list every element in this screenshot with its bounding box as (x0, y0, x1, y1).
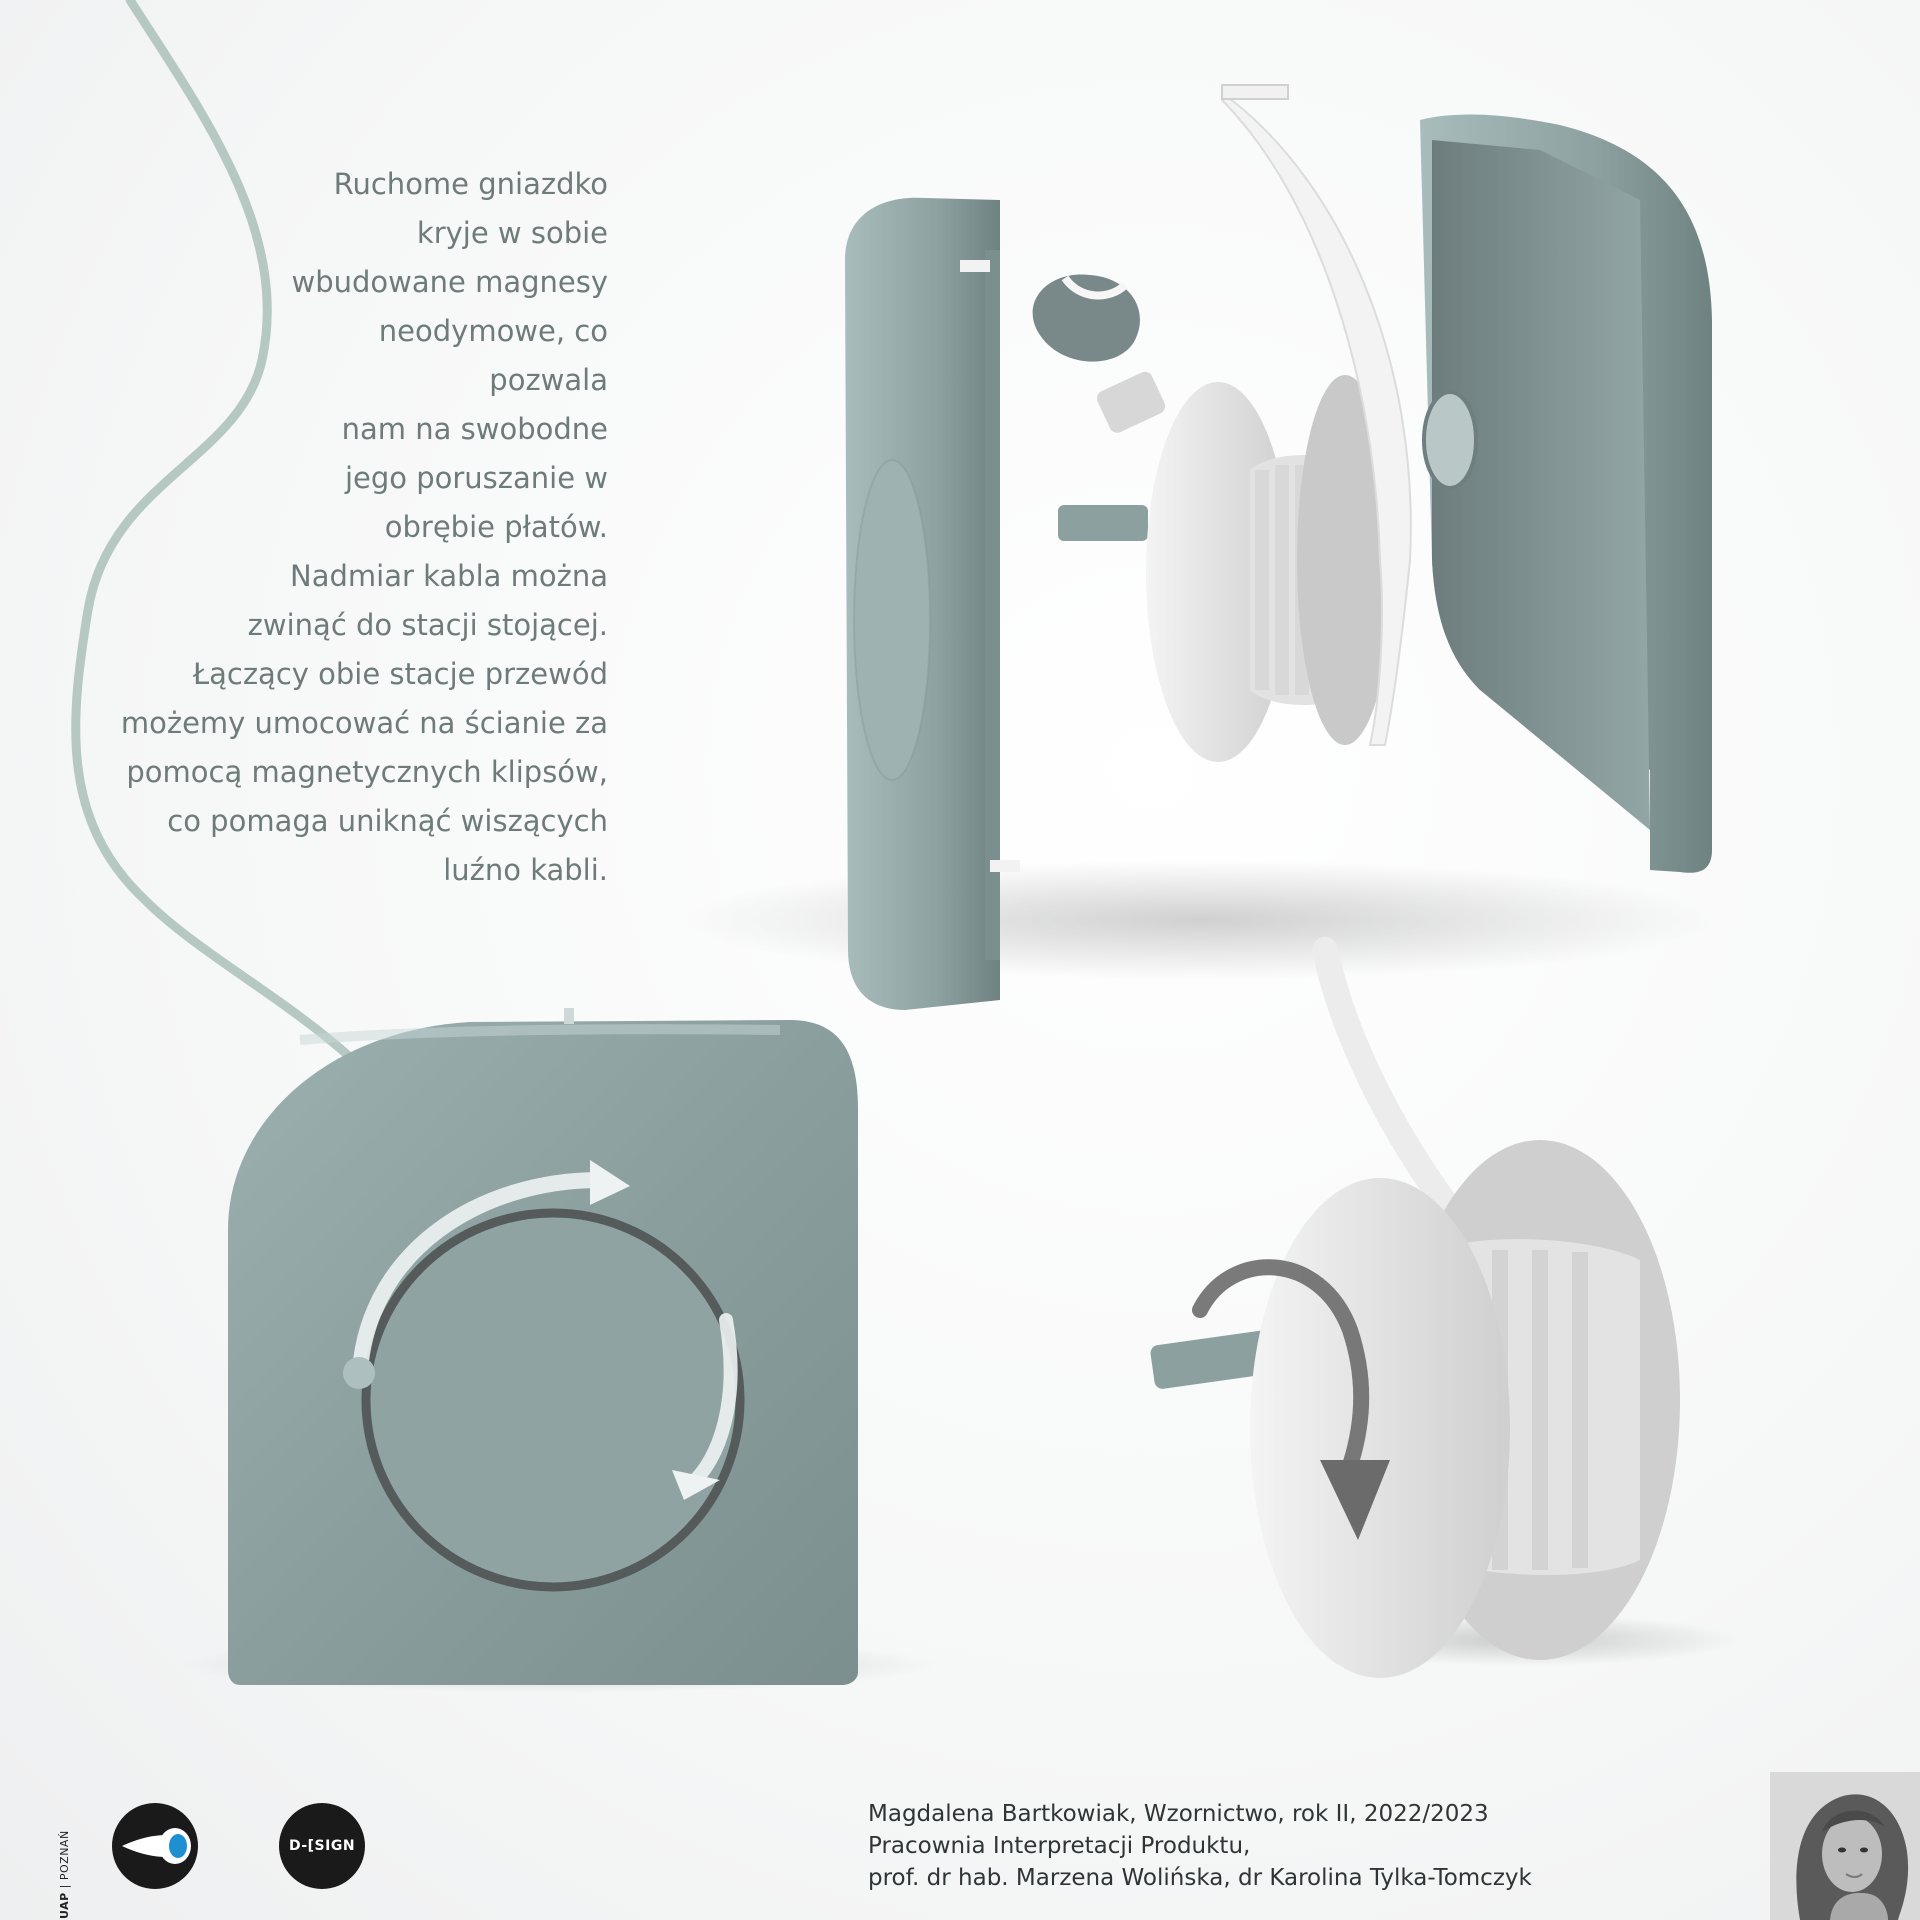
description-line: kryje w sobie (416, 216, 608, 250)
description-line: zwinąć do stacji stojącej. (247, 608, 608, 642)
dial-ring (366, 1213, 740, 1587)
credits-author: Magdalena Bartkowiak, Wzornictwo, rok II, 2022/2023 (868, 1801, 1489, 1827)
portrait-image (1770, 1772, 1920, 1920)
design-logo (279, 1803, 365, 1889)
credits-supervisors: prof. dr hab. Marzena Wolińska, dr Karolina Tylka-Tomczyk (868, 1865, 1532, 1891)
description-line: obrębie płatów. (384, 510, 608, 544)
description-line: nam na swobodne (341, 412, 608, 446)
description-text (48, 160, 608, 895)
description-line: neodymowe, co (378, 314, 608, 348)
author-portrait (1770, 1772, 1920, 1920)
spool-front-disc (1250, 1178, 1510, 1678)
description-line: Łączący obie stacje przewód (192, 657, 608, 691)
description-line: możemy umocować na ścianie za (120, 706, 608, 740)
uap-label-city: POZNAŃ (58, 1830, 71, 1881)
uap-logo (112, 1803, 198, 1889)
uap-label-sep: | (58, 1880, 71, 1893)
uap-label-bold: UAP (58, 1892, 71, 1919)
description-line: co pomaga uniknąć wiszących (167, 804, 608, 838)
uap-label (58, 1830, 71, 1919)
description-line: Nadmiar kabla można (290, 559, 608, 593)
description-line: pozwala (489, 363, 608, 397)
design-logo-text: D-[SIGN (288, 1838, 356, 1854)
credits (868, 1798, 1532, 1894)
description-line: wbudowane magnesy (291, 265, 608, 299)
eye-icon (112, 1803, 198, 1889)
description-line: pomocą magnetycznych klipsów, (126, 755, 608, 789)
description-line: luźno kabli. (443, 853, 608, 887)
description-line: Ruchome gniazdko (333, 167, 608, 201)
description-line: jego poruszanie w (344, 461, 608, 495)
credits-studio: Pracownia Interpretacji Produktu, (868, 1833, 1251, 1859)
